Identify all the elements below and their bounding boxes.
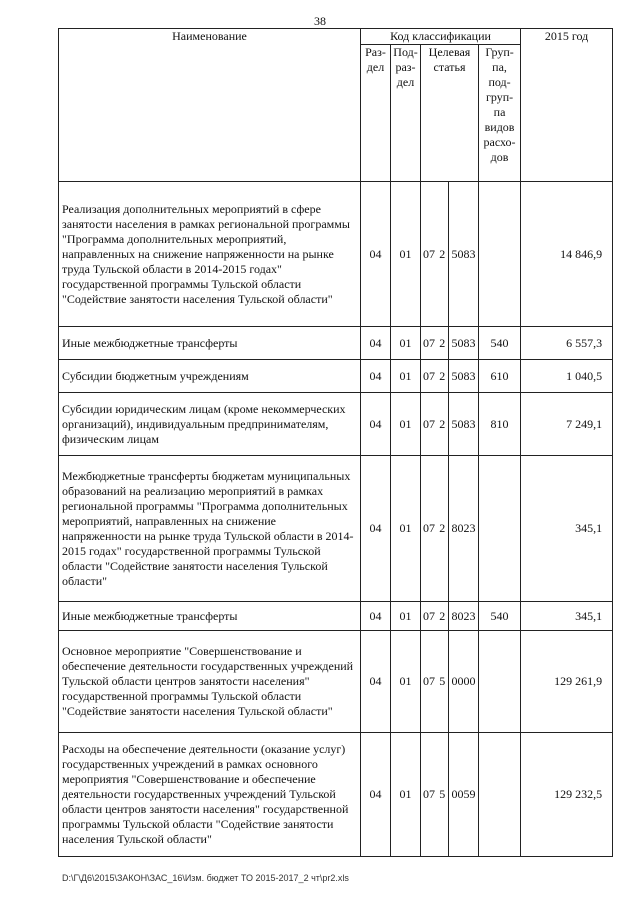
header-target-article: Целевая статья bbox=[421, 45, 479, 182]
row-target-part1: 07 bbox=[421, 631, 437, 733]
row-target-part2: 2 bbox=[437, 456, 449, 602]
row-target-part3: 0059 bbox=[449, 733, 479, 857]
row-name: Субсидии юридическим лицам (кроме некоммерческих организаций), индивидуальным предпринимателям, физическим лицам bbox=[59, 393, 361, 456]
row-amount: 345,1 bbox=[521, 456, 613, 602]
row-target-part3: 5083 bbox=[449, 327, 479, 360]
row-amount: 6 557,3 bbox=[521, 327, 613, 360]
row-target-part1: 07 bbox=[421, 602, 437, 631]
header-podrazdel: Под- раз- дел bbox=[391, 45, 421, 182]
row-expense-group: 540 bbox=[479, 602, 521, 631]
row-name: Расходы на обеспечение деятельности (оказание услуг) государственных учреждений в рамках основного мероприятия "Совершенствование и обеспечение деятельности государственных учреждений Тульской области центров занятости населения" государственной программы Тульской области "Содействие занятости населения Тульской области" bbox=[59, 733, 361, 857]
row-razdel: 04 bbox=[361, 456, 391, 602]
row-target-part2: 5 bbox=[437, 631, 449, 733]
row-target-part1: 07 bbox=[421, 393, 437, 456]
row-target-part2: 2 bbox=[437, 182, 449, 327]
row-name: Субсидии бюджетным учреждениям bbox=[59, 360, 361, 393]
row-podrazdel: 01 bbox=[391, 360, 421, 393]
row-target-part3: 8023 bbox=[449, 602, 479, 631]
row-podrazdel: 01 bbox=[391, 393, 421, 456]
row-razdel: 04 bbox=[361, 733, 391, 857]
row-target-part3: 5083 bbox=[449, 393, 479, 456]
row-expense-group bbox=[479, 631, 521, 733]
header-row-top bbox=[59, 29, 613, 45]
row-target-part2: 2 bbox=[437, 360, 449, 393]
row-amount: 14 846,9 bbox=[521, 182, 613, 327]
row-amount: 345,1 bbox=[521, 602, 613, 631]
table-row bbox=[59, 360, 613, 393]
header-razdel: Раз- дел bbox=[361, 45, 391, 182]
row-target-part1: 07 bbox=[421, 360, 437, 393]
table-row bbox=[59, 602, 613, 631]
row-target-part2: 2 bbox=[437, 393, 449, 456]
row-expense-group: 610 bbox=[479, 360, 521, 393]
row-target-part3: 5083 bbox=[449, 182, 479, 327]
row-target-part2: 5 bbox=[437, 733, 449, 857]
row-razdel: 04 bbox=[361, 360, 391, 393]
row-target-part1: 07 bbox=[421, 456, 437, 602]
row-podrazdel: 01 bbox=[391, 631, 421, 733]
row-razdel: 04 bbox=[361, 393, 391, 456]
row-podrazdel: 01 bbox=[391, 733, 421, 857]
table-row bbox=[59, 733, 613, 857]
row-podrazdel: 01 bbox=[391, 602, 421, 631]
header-year: 2015 год bbox=[521, 29, 613, 182]
row-expense-group bbox=[479, 733, 521, 857]
row-name: Иные межбюджетные трансферты bbox=[59, 602, 361, 631]
row-expense-group bbox=[479, 182, 521, 327]
row-expense-group: 540 bbox=[479, 327, 521, 360]
row-razdel: 04 bbox=[361, 182, 391, 327]
table-row bbox=[59, 182, 613, 327]
row-name: Основное мероприятие "Совершенствование и обеспечение деятельности государственных учреждений Тульской области центров занятости населения" государственной программы Тульской области "Содействие занятости населения Тульской области" bbox=[59, 631, 361, 733]
row-name: Иные межбюджетные трансферты bbox=[59, 327, 361, 360]
row-target-part3: 5083 bbox=[449, 360, 479, 393]
row-name: Межбюджетные трансферты бюджетам муниципальных образований на реализацию мероприятий в рамках региональной программы "Программа дополнительных мероприятий, направленных на снижение напряженности на рынке труда Тульской области в 2014-2015 годах" государственной программы Тульской области "Содействие занятости населения Тульской области" bbox=[59, 456, 361, 602]
row-podrazdel: 01 bbox=[391, 182, 421, 327]
row-expense-group: 810 bbox=[479, 393, 521, 456]
row-podrazdel: 01 bbox=[391, 456, 421, 602]
row-target-part2: 2 bbox=[437, 602, 449, 631]
row-amount: 7 249,1 bbox=[521, 393, 613, 456]
header-name: Наименование bbox=[59, 29, 361, 182]
page-number: 38 bbox=[314, 14, 326, 28]
row-target-part1: 07 bbox=[421, 733, 437, 857]
row-target-part2: 2 bbox=[437, 327, 449, 360]
table-row bbox=[59, 456, 613, 602]
row-amount: 129 232,5 bbox=[521, 733, 613, 857]
table-row bbox=[59, 327, 613, 360]
row-expense-group bbox=[479, 456, 521, 602]
file-path-footer: D:\Г\Д6\2015\ЗАКОН\ЗАС_16\Изм. бюджет ТО 2015-2017_2 чт\pr2.xls bbox=[62, 873, 349, 883]
row-target-part3: 0000 bbox=[449, 631, 479, 733]
header-expense-group: Груп- па, под- груп- па видов расхо- дов bbox=[479, 45, 521, 182]
row-amount: 1 040,5 bbox=[521, 360, 613, 393]
budget-table bbox=[58, 28, 613, 857]
row-razdel: 04 bbox=[361, 602, 391, 631]
table-row bbox=[59, 393, 613, 456]
row-razdel: 04 bbox=[361, 631, 391, 733]
row-name: Реализация дополнительных мероприятий в сфере занятости населения в рамках региональной программы "Программа дополнительных мероприятий, направленных на снижение напряженности на рынке труда Тульской области в 2014-2015 годах" государственной программы Тульской области "Содействие занятости населения Тульской области" bbox=[59, 182, 361, 327]
table-row bbox=[59, 631, 613, 733]
row-razdel: 04 bbox=[361, 327, 391, 360]
row-target-part3: 8023 bbox=[449, 456, 479, 602]
row-podrazdel: 01 bbox=[391, 327, 421, 360]
row-target-part1: 07 bbox=[421, 327, 437, 360]
row-target-part1: 07 bbox=[421, 182, 437, 327]
header-classification: Код классификации bbox=[361, 29, 521, 45]
row-amount: 129 261,9 bbox=[521, 631, 613, 733]
